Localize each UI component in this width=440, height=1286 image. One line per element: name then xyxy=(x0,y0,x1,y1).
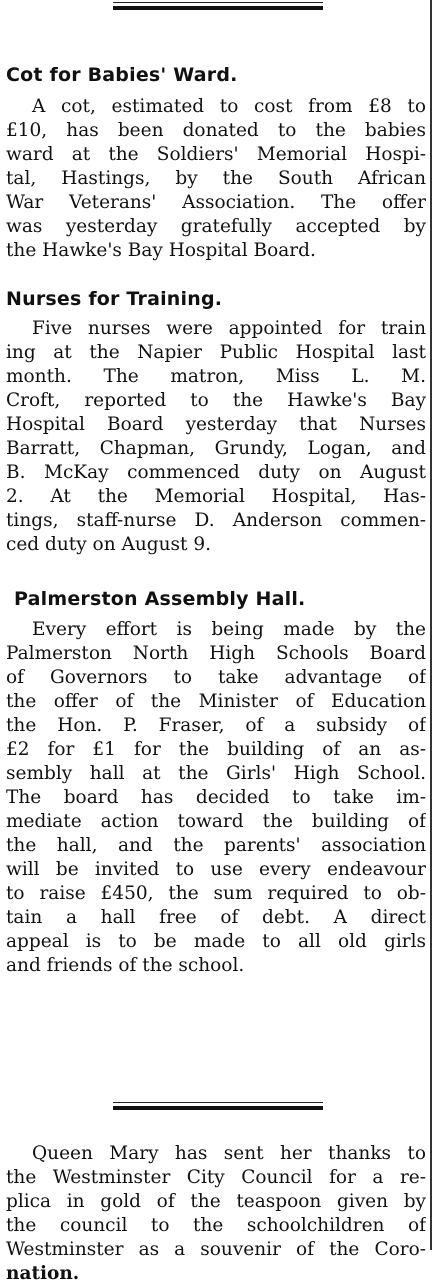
article-line: plica in gold of the teaspoon given by xyxy=(6,1191,426,1212)
article-line: and friends of the school. xyxy=(6,955,245,976)
article-line: was yesterday gratefully accepted by xyxy=(6,216,426,237)
article-line: tal, Hastings, by the South African xyxy=(6,168,426,189)
article-line: nation. xyxy=(6,1263,80,1284)
article-line: will be invited to use every endeavour xyxy=(6,859,426,880)
article-line: ced duty on August 9. xyxy=(6,534,211,555)
article-line: B. McKay commenced duty on August xyxy=(6,462,426,483)
article-line: £10, has been donated to the babies xyxy=(6,120,426,141)
article-line: Hospital Board yesterday that Nurses xyxy=(6,414,426,435)
article-line: the hall, and the parents' association xyxy=(6,835,426,856)
article-line: Queen Mary has sent her thanks to xyxy=(32,1143,426,1164)
article-line: the Hon. P. Fraser, of a subsidy of xyxy=(6,715,426,736)
article-line: the Hawke's Bay Hospital Board. xyxy=(6,240,316,261)
article-line: A cot, estimated to cost from £8 to xyxy=(32,96,426,117)
article-line: month. The matron, Miss L. M. xyxy=(6,366,426,387)
article-body-cot xyxy=(6,95,426,263)
article-line: mediate action toward the building of xyxy=(6,811,426,832)
article-line: The board has decided to take im- xyxy=(6,787,426,808)
article-line: tain a hall free of debt. A direct xyxy=(6,907,426,928)
article-line: War Veterans' Association. The offer xyxy=(6,192,426,213)
article-line: ing at the Napier Public Hospital last xyxy=(6,342,426,363)
article-line: ward at the Soldiers' Memorial Hospi- xyxy=(6,144,426,165)
article-body-nurses xyxy=(6,317,426,557)
article-line: the council to the schoolchildren of xyxy=(6,1215,426,1236)
article-line: tings, staff-nurse D. Anderson commen- xyxy=(6,510,426,531)
article-line: of Governors to take advantage of xyxy=(6,667,426,688)
article-line: Palmerston North High Schools Board xyxy=(6,643,426,664)
top-divider-rule xyxy=(113,2,323,14)
article-line: sembly hall at the Girls' High School. xyxy=(6,763,426,784)
article-line: the offer of the Minister of Education xyxy=(6,691,426,712)
article-heading-nurses: Nurses for Training. xyxy=(6,288,223,310)
article-line: Croft, reported to the Hawke's Bay xyxy=(6,390,426,411)
column-border-rule xyxy=(430,0,432,1250)
article-line: Barratt, Chapman, Grundy, Logan, and xyxy=(6,438,426,459)
article-line: Every effort is being made by the xyxy=(32,619,426,640)
article-body-queen-mary xyxy=(6,1142,426,1286)
article-heading-palmerston: Palmerston Assembly Hall. xyxy=(14,588,306,610)
article-line: to raise £450, the sum required to ob- xyxy=(6,883,426,904)
article-line: 2. At the Memorial Hospital, Has- xyxy=(6,486,426,507)
section-divider-rule xyxy=(113,1102,323,1114)
article-line: Five nurses were appointed for train xyxy=(32,318,426,339)
article-line: £2 for £1 for the building of an as- xyxy=(6,739,426,760)
article-heading-cot: Cot for Babies' Ward. xyxy=(6,64,238,86)
article-line: Westminster as a souvenir of the Coro- xyxy=(6,1239,426,1260)
article-line: the Westminster City Council for a re- xyxy=(6,1167,426,1188)
article-body-palmerston xyxy=(6,618,426,978)
article-line: appeal is to be made to all old girls xyxy=(6,931,426,952)
